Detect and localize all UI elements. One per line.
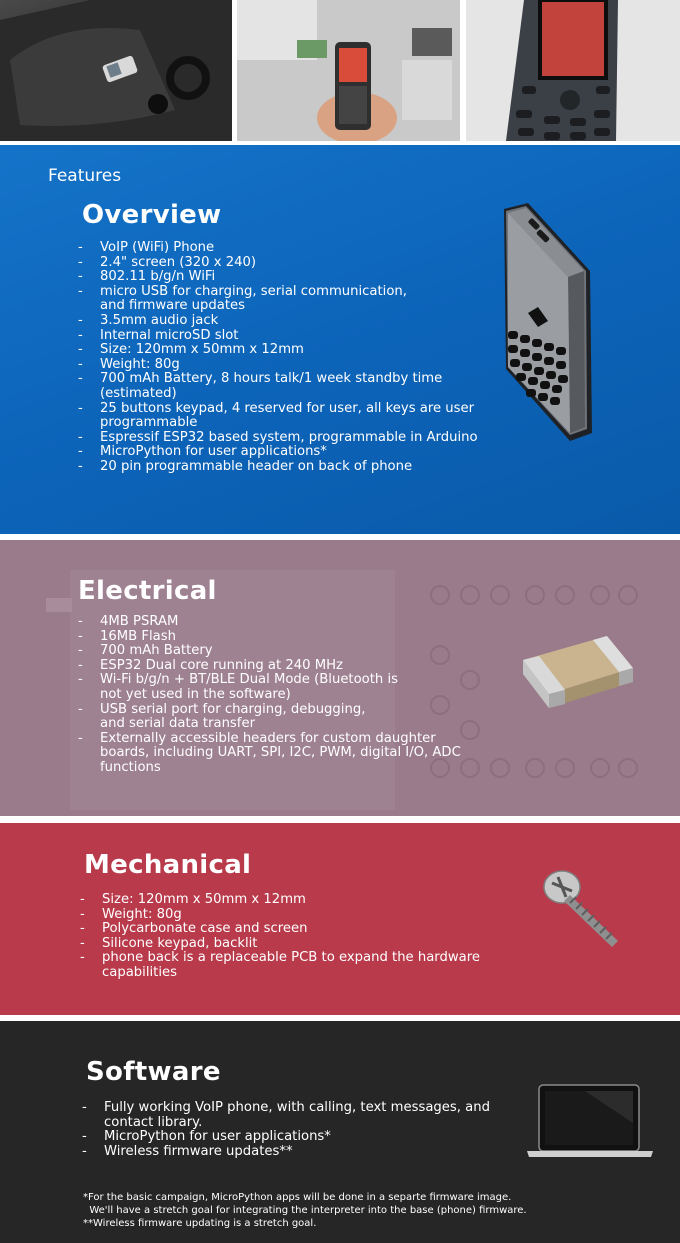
hand-phone-image [237,0,460,141]
software-feature-list [82,1101,502,1159]
list-item: - Weight: 80g [80,908,520,923]
footnote-line: **Wireless firmware updating is a stretch goal. [83,1218,317,1229]
list-item: - Silicone keypad, backlit [80,937,520,952]
software-heading: Software [86,1057,221,1087]
list-item: - Size: 120mm x 50mm x 12mm [78,343,518,358]
list-item: - phone back is a replaceable PCB to expand the hardware capabilities [80,951,522,980]
software-footnotes [83,1191,527,1230]
list-item: - Polycarbonate case and screen [80,922,520,937]
list-item: - Espressif ESP32 based system, programmable in Arduino [78,431,518,446]
photo-strip [0,0,680,143]
mechanical-feature-list [80,893,520,981]
electrical-heading: Electrical [78,576,217,606]
footnote-line: *For the basic campaign, MicroPython apps will be done in a separte firmware image. [83,1192,512,1203]
screw-illustration [540,865,630,955]
list-item: - Externally accessible headers for custom daughter boards, including UART, SPI, I2C, PWM, digital I/O, ADC functions [78,732,480,776]
list-item: - MicroPython for user applications* [82,1130,502,1145]
list-item: - Size: 120mm x 50mm x 12mm [80,893,520,908]
photo-hand-phone [237,0,460,141]
list-item: - USB serial port for charging, debugging, and serial data transfer [78,703,390,732]
footnote-line: We'll have a stretch goal for integrating the interpreter into the base (phone) firmware. [83,1205,527,1216]
list-item: - 16MB Flash [78,630,478,645]
list-item: - MicroPython for user applications* [78,445,518,460]
list-item: - Fully working VoIP phone, with calling, text messages, and contact library. [82,1101,494,1130]
electrical-section [0,540,680,816]
list-item: - micro USB for charging, serial communication, and firmware updates [78,285,430,314]
features-tag: Features [48,166,122,186]
list-item: - Wireless firmware updates** [82,1145,502,1160]
list-item: - 25 buttons keypad, 4 reserved for user, all keys are user programmable [78,402,510,431]
list-item: - 20 pin programmable header on back of phone [78,460,518,475]
capacitor-illustration [515,632,640,712]
list-item: - Internal microSD slot [78,329,518,344]
mechanical-heading: Mechanical [84,850,252,880]
list-item: - 700 mAh Battery [78,644,478,659]
overview-heading: Overview [82,200,222,230]
list-item: - 4MB PSRAM [78,615,478,630]
list-item: - Weight: 80g [78,358,518,373]
list-item: - ESP32 Dual core running at 240 MHz [78,659,478,674]
list-item: - VoIP (WiFi) Phone [78,241,518,256]
photo-phone-closeup [466,0,680,141]
electrical-feature-list [78,615,478,776]
phone-illustration [492,203,602,453]
list-item: - Wi-Fi b/g/n + BT/BLE Dual Mode (Bluetooth is not yet used in the software) [78,673,420,702]
list-item: - 2.4" screen (320 x 240) [78,256,518,271]
list-item: - 802.11 b/g/n WiFi [78,270,518,285]
mechanical-section [0,823,680,1015]
photo-bag-phone [0,0,232,141]
list-item: - 700 mAh Battery, 8 hours talk/1 week standby time (estimated) [78,372,480,401]
software-section [0,1021,680,1243]
laptop-illustration [525,1083,655,1161]
overview-section [0,145,680,534]
overview-feature-list [78,241,518,475]
phone-closeup-image [466,0,680,141]
bag-phone-image [0,0,232,141]
list-item: - 3.5mm audio jack [78,314,518,329]
